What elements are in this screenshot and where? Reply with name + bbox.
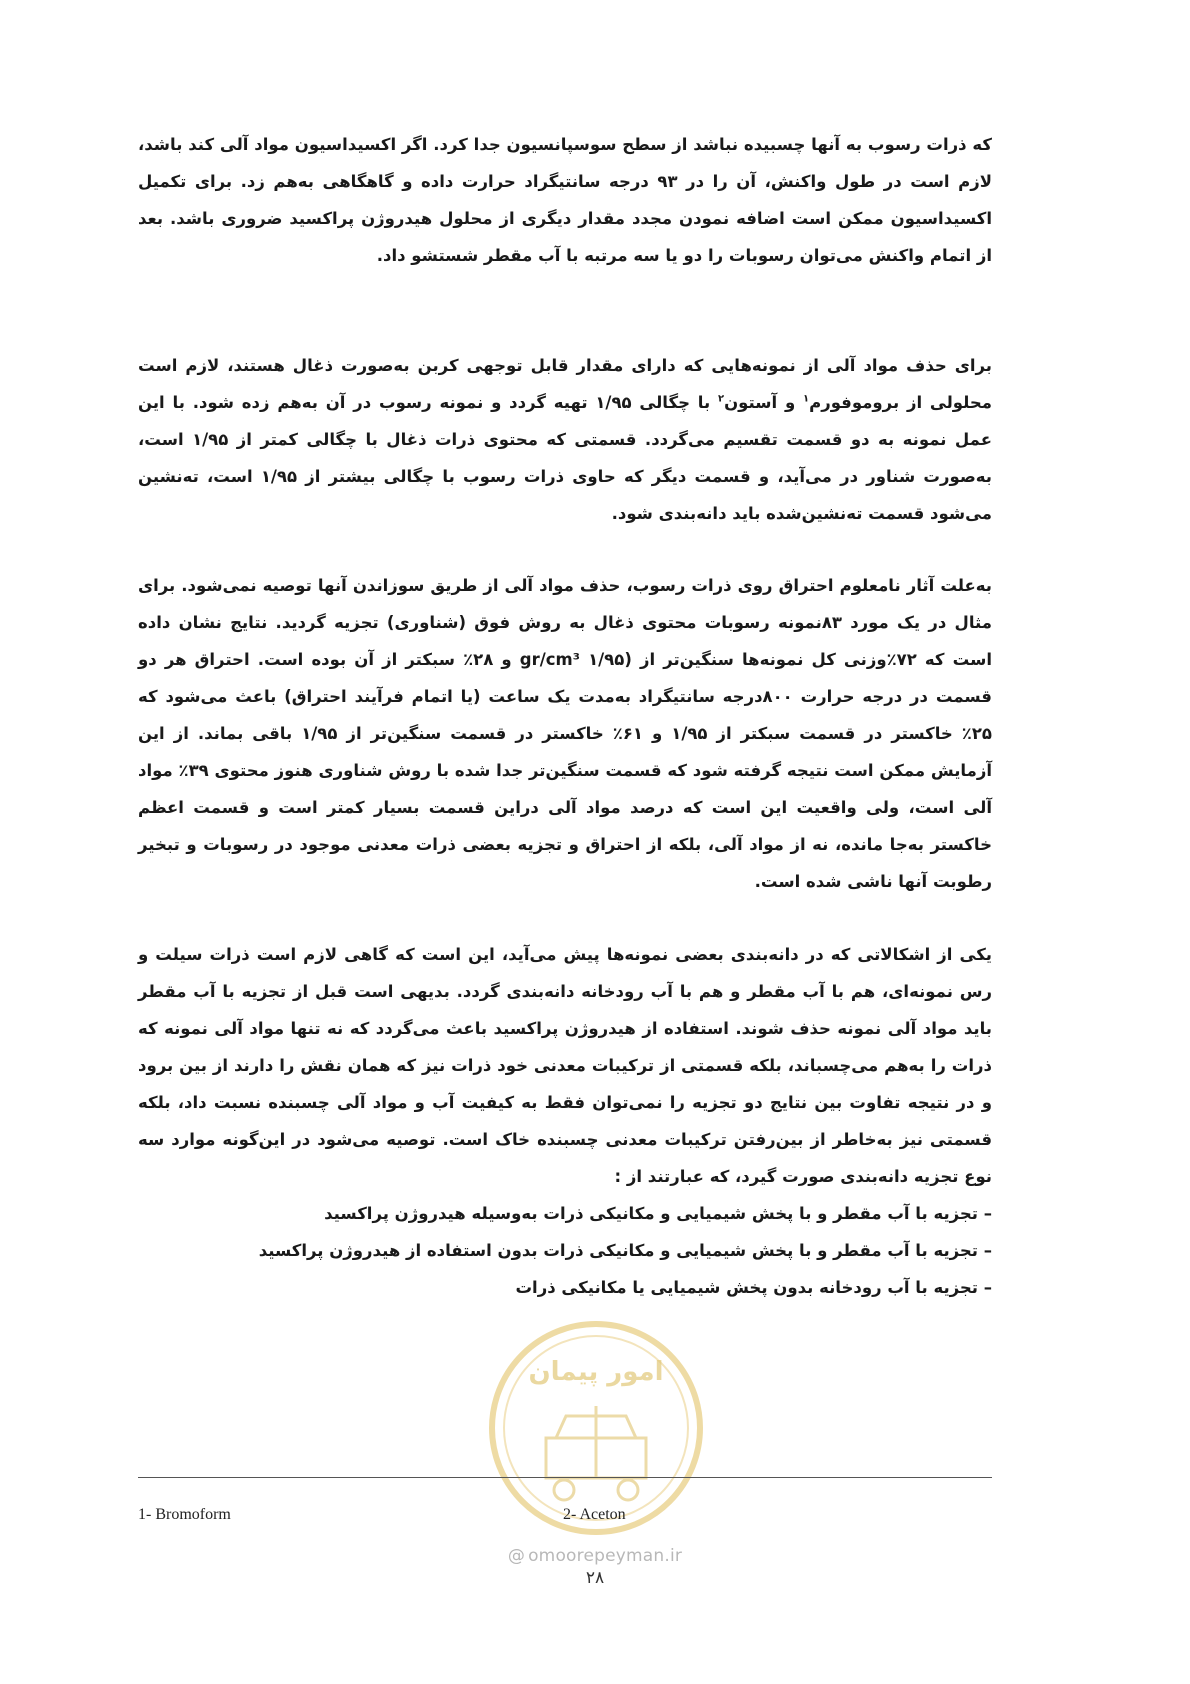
- footnote-1: 1- Bromoform: [138, 1506, 231, 1523]
- procedure-list: [138, 1195, 992, 1306]
- paragraph-2: [138, 347, 992, 532]
- paragraph-2-part-1: برای حذف مواد آلی از نمونه‌هایی که دارای مقدار قابل توجهی کربن به‌صورت ذغال هستند، لازم است محلولی از بروموفورم: [138, 356, 992, 412]
- watermark-stamp-text: امور پیمان: [528, 1357, 664, 1387]
- list-item: – تجزیه با آب مقطر و با پخش شیمیایی و مکانیکی ذرات بدون استفاده از هیدروژن پراکسید: [258, 1241, 992, 1260]
- paragraph-4: یکی از اشکالاتی که در دانه‌بندی بعضی نمونه‌ها پیش می‌آید، این است که گاهی لازم است ذرات سیلت و رس نمونه‌ای، هم با آب مقطر و هم با آب رودخانه دانه‌بندی گردد. بدیهی است قبل از تجزیه با آب مقطر باید مواد آلی نمونه حذف شوند. استفاده از هیدروژن پراکسید باعث می‌گردد که نه تنها مواد آلی نمونه که ذرات را به‌هم می‌چسباند، بلکه قسمتی از ترکیبات معدنی خود ذرات نیز که همان نقش را دارند از بین برود و در نتیجه تفاوت بین نتایج دو تجزیه را نمی‌توان فقط به کیفیت آب و مواد آلی چسبنده نسبت داد، بلکه قسمتی نیز به‌خاطر از بین‌رفتن ترکیبات معدنی چسبنده خاک است. توصیه می‌شود در این‌گونه موارد سه نوع تجزیه دانه‌بندی صورت گیرد، که عبارتند از :: [138, 945, 992, 1186]
- list-item: – تجزیه با آب رودخانه بدون پخش شیمیایی یا مکانیکی ذرات: [515, 1278, 992, 1297]
- paragraph-4-block: [138, 936, 992, 1306]
- paragraph-1: که ذرات رسوب به آنها چسبیده نباشد از سطح سوسپانسیون جدا کرد. اگر اکسیداسیون مواد آلی کند باشد، لازم است در طول واکنش، آن را در ۹۳ درجه سانتیگراد حرارت داده و گاهگاهی به‌هم زد. برای تکمیل اکسیداسیون ممکن است اضافه نمودن مجدد مقدار دیگری از محلول هیدروژن پراکسید ضروری باشد. بعد از اتمام واکنش می‌توان رسوبات را دو یا سه مرتبه با آب مقطر شستشو داد.: [138, 135, 992, 265]
- paragraph-2-part-3: با چگالی ۱/۹۵ تهیه گردد و نمونه رسوب در آن به‌هم زده شود. با این عمل نمونه به دو قسمت تقسیم می‌گردد. قسمتی که محتوی ذرات ذغال با چگالی کمتر از ۱/۹۵ است، به‌صورت شناور در می‌آید، و قسمت دیگر که حاوی ذرات رسوب با چگالی بیشتر از ۱/۹۵ است، ته‌نشین می‌شود قسمت ته‌نشین‌شده باید دانه‌بندی شود.: [138, 393, 992, 523]
- paragraph-2-part-2: و آستون: [724, 393, 804, 412]
- paragraph-1-block: [138, 126, 992, 274]
- page-number: ۲۸: [585, 1568, 605, 1588]
- paragraph-3: به‌علت آثار نامعلوم احتراق روی ذرات رسوب، حذف مواد آلی از طریق سوزاندن آنها توصیه نمی‌شود. برای مثال در یک مورد ۸۳نمونه رسوبات محتوی ذغال به روش فوق (شناوری) تجزیه گردید. نتایج نشان داده است که ۷۲٪وزنی کل نمونه‌ها سنگین‌تر از (gr/cm³ ۱/۹۵ و ۲۸٪ سبکتر از آن بوده است. احتراق هر دو قسمت در درجه حرارت ۸۰۰درجه سانتیگراد به‌مدت یک ساعت (یا اتمام فرآیند احتراق) باعث می‌شود که ۲۵٪ خاکستر در قسمت سبکتر از ۱/۹۵ و ۶۱٪ خاکستر در قسمت سنگین‌تر از ۱/۹۵ باقی بماند. از این آزمایش ممکن است نتیجه گرفته شود که قسمت سنگین‌تر جدا شده با روش شناوری هنوز محتوی ۳۹٪ مواد آلی است، ولی واقعیت این است که درصد مواد آلی دراین قسمت بسیار کمتر است و قسمت اعظم خاکستر به‌جا مانده، نه از مواد آلی، بلکه از احتراق و تجزیه بعضی ذرات معدنی موجود در رسوبات و تبخیر رطوبت آنها ناشی شده است.: [138, 576, 993, 891]
- footnote-2: 2- Aceton: [563, 1506, 626, 1523]
- footnote-ref-2: ۲: [717, 393, 725, 405]
- footnote-separator: [138, 1477, 992, 1478]
- at-icon: @: [507, 1546, 526, 1566]
- watermark-stamp: [486, 1318, 706, 1538]
- list-item: – تجزیه با آب مقطر و با پخش شیمیایی و مکانیکی ذرات به‌وسیله هیدروژن پراکسید: [324, 1204, 992, 1223]
- watermark-site: [0, 1546, 1190, 1566]
- paragraph-3-block: [138, 567, 992, 900]
- paragraph-2-block: [138, 347, 992, 532]
- watermark-site-text: omoorepeyman.ir: [528, 1546, 683, 1566]
- footnote-ref-1: ۱: [803, 393, 810, 405]
